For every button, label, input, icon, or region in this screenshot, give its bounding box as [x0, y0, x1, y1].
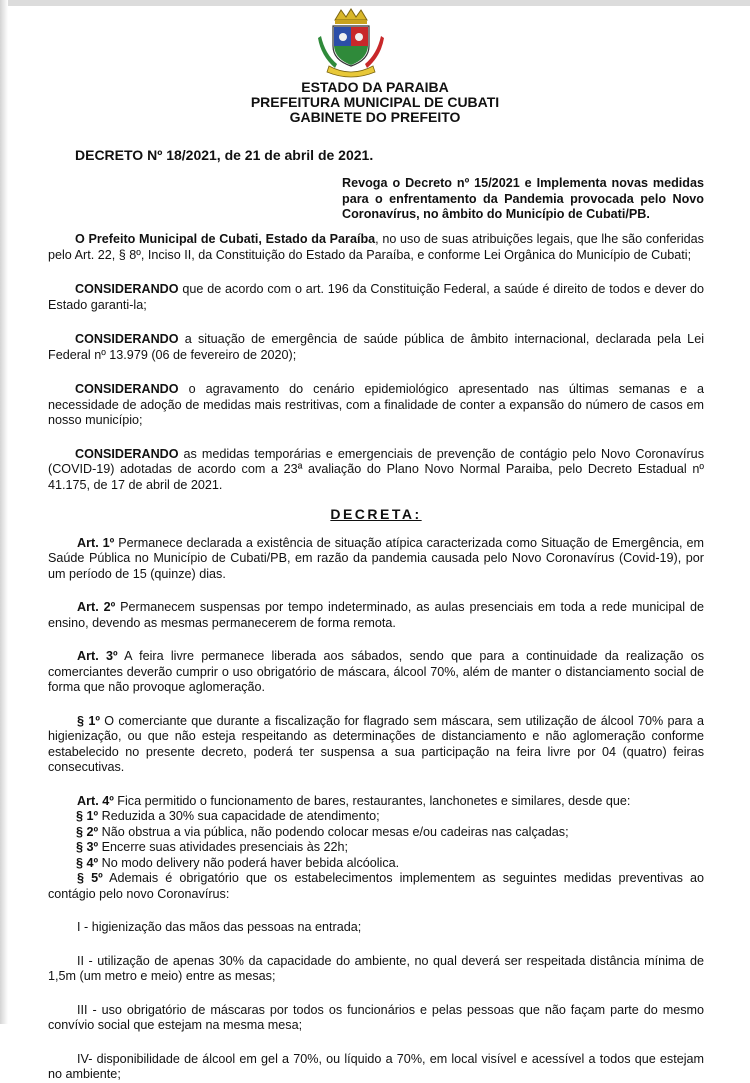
considerando-1: CONSIDERANDO que de acordo com o art. 196 da Constituição Federal, a saúde é direito de todos e dever do Estado garanti-la;: [48, 282, 704, 312]
article-4-paragraph-5: § 5º Ademais é obrigatório que os estabelecimentos implementem as seguintes medidas preventivas ao contágio pelo novo Coronavírus:: [48, 871, 704, 901]
considerando-3: CONSIDERANDO o agravamento do cenário epidemiológico apresentado nas últimas semanas e a necessidade de adoção de medidas mais restritivas, com a finalidade de conter a expansão do número de casos em nosso município;: [48, 382, 704, 427]
state-name: ESTADO DA PARAIBA: [301, 79, 449, 95]
document-body: [48, 232, 704, 1083]
article-1: Art. 1º Permanece declarada a existência de situação atípica caracterizada como Situação de Emergência, em Saúde Pública no Município de Cubati/PB, em razão da pandemia causada pelo Novo Coronavírus (Covid-19), por um período de 15 (quinze) dias.: [48, 535, 704, 581]
page-left-shadow: [0, 0, 8, 1024]
document-header: [0, 80, 750, 125]
article-4-paragraph-4: § 4º No modo delivery não poderá haver bebida alcóolica.: [76, 855, 400, 870]
gabinete-name: GABINETE DO PREFEITO: [289, 109, 461, 125]
inciso-4: IV- disponibilidade de álcool em gel a 70%, ou líquido a 70%, em local visível e acessível a todos que estejam no ambiente;: [48, 1051, 704, 1081]
prefeitura-name: PREFEITURA MUNICIPAL DE CUBATI: [250, 94, 500, 110]
preamble: O Prefeito Municipal de Cubati, Estado da Paraíba, no uso de suas atribuições legais, que lhe são conferidas pelo Art. 22, § 8º, Inciso II, da Constituição do Estado da Paraíba, e conforme Lei Orgânica do Município de Cubati;: [48, 232, 704, 262]
decree-title: DECRETO Nº 18/2021, de 21 de abril de 2021.: [75, 147, 374, 163]
article-4-paragraph-2: § 2º Não obstrua a via pública, não podendo colocar mesas e/ou cadeiras nas calçadas;: [76, 824, 569, 839]
inciso-3: III - uso obrigatório de máscaras por todos os funcionários e pelas pessoas que não façam parte do mesmo convívio social que estejam na mesma mesa;: [48, 1002, 704, 1032]
considerando-2: CONSIDERANDO a situação de emergência de saúde pública de âmbito internacional, declarada pela Lei Federal nº 13.979 (06 de fevereiro de 2020);: [48, 332, 704, 362]
article-4-paragraph-3: § 3º Encerre suas atividades presenciais às 22h;: [76, 840, 349, 854]
article-3: Art. 3º A feira livre permanece liberada aos sábados, sendo que para a continuidade da realização os comerciantes deverão cumprir o uso obrigatório de máscara, álcool 70%, além de manter o distanciamento social de forma que não provoque aglomeração.: [48, 649, 704, 694]
article-4-paragraph-1: § 1º Reduzida a 30% sua capacidade de atendimento;: [76, 809, 380, 823]
inciso-1: I - higienização das mãos das pessoas na entrada;: [77, 920, 362, 934]
decree-summary: Revoga o Decreto nº 15/2021 e Implementa novas medidas para o enfrentamento da Pandemia provocada pelo Novo Coronavírus, no âmbito do Município de Cubati/PB.: [342, 176, 704, 221]
considerando-4: CONSIDERANDO as medidas temporárias e emergenciais de prevenção de contágio pelo Novo Coronavírus (COVID-19) adotadas de acordo com a 23ª avaliação do Plano Novo Normal Paraiba, pelo Decreto Estadual nº 41.175, de 17 de abril de 2021.: [48, 446, 704, 492]
article-2: Art. 2º Permanecem suspensas por tempo indeterminado, as aulas presenciais em toda a rede municipal de ensino, devendo as mesmas permanecerem de forma remota.: [48, 600, 704, 630]
article-4: Art. 4º Fica permitido o funcionamento de bares, restaurantes, lanchonetes e similares, desde que:: [77, 793, 631, 808]
decreta-heading: DECRETA:: [330, 506, 422, 522]
municipal-coat-of-arms: [315, 6, 387, 78]
inciso-2: II - utilização de apenas 30% da capacidade do ambiente, no qual deverá ser respeitada distância mínima de 1,5m (um metro e meio) entre as mesas;: [48, 953, 704, 983]
article-3-paragraph-1: § 1º O comerciante que durante a fiscalização for flagrado sem máscara, sem utilização de álcool 70% para a higienização, ou que não esteja respeitando as determinações de distanciamento e não aglomeração conforme estabelecido no presente decreto, poderá ter suspensa a sua participação na feira livre por 04 (quatro) feiras consecutivas.: [48, 713, 704, 774]
